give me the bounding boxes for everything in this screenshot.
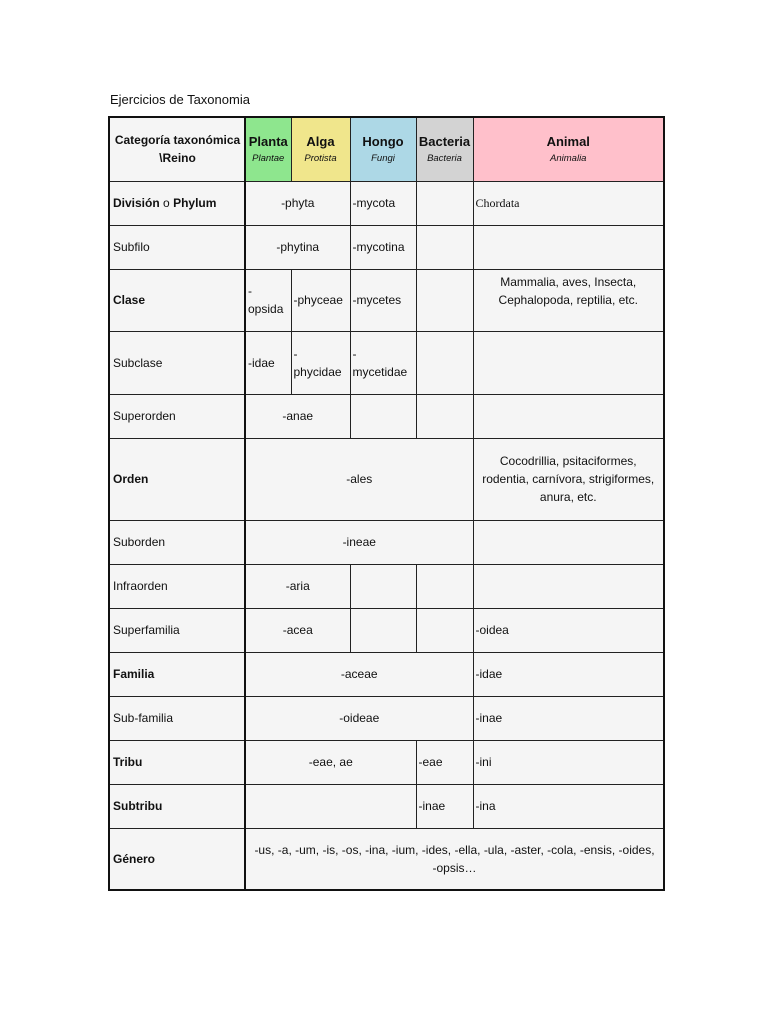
label-phylum: Phylum	[173, 196, 217, 210]
header-bacteria	[416, 117, 473, 181]
table-row-superfamilia	[109, 608, 664, 652]
table-row-familia	[109, 652, 664, 696]
cell-animal	[473, 331, 664, 394]
cell-animal: -ina	[473, 784, 664, 828]
cell-bacteria	[416, 225, 473, 269]
category-tribu: Tribu	[109, 740, 245, 784]
category-suborden: Suborden	[109, 520, 245, 564]
category-superorden: Superorden	[109, 394, 245, 438]
cell-hongo	[350, 394, 416, 438]
cell-animal: Chordata	[473, 181, 664, 225]
cell-planta-alga-hongo-bacteria: -ales	[245, 438, 473, 520]
cell-planta-alga: -phytina	[245, 225, 350, 269]
table-row-subfamilia	[109, 696, 664, 740]
kingdom-latin: Animalia	[550, 152, 587, 164]
cell-line: -	[352, 346, 357, 361]
cell-planta-alga: -phyta	[245, 181, 350, 225]
cell-planta-alga-hongo-bacteria: -aceae	[245, 652, 473, 696]
cell-planta-alga: -acea	[245, 608, 350, 652]
category-orden: Orden	[109, 438, 245, 520]
cell-animal	[473, 520, 664, 564]
category-genero: Género	[109, 828, 245, 890]
kingdom-name: Planta	[248, 134, 288, 150]
cell-bacteria	[416, 564, 473, 608]
kingdom-latin: Bacteria	[427, 152, 462, 164]
cell-planta-alga-hongo-bacteria: -ineae	[245, 520, 473, 564]
table-row-orden	[109, 438, 664, 520]
cell-line: phycidae	[293, 364, 342, 379]
kingdom-name: Hongo	[362, 134, 404, 150]
cell-planta: -idae	[245, 331, 291, 394]
cell-planta-alga: -anae	[245, 394, 350, 438]
kingdom-name: Alga	[306, 134, 335, 150]
category-division	[109, 181, 245, 225]
cell-line: -	[248, 284, 252, 298]
cell-bacteria: -inae	[416, 784, 473, 828]
cell-line: -	[293, 346, 298, 361]
category-subfamilia: Sub-familia	[109, 696, 245, 740]
kingdom-latin: Plantae	[252, 152, 285, 164]
cell-hongo	[350, 564, 416, 608]
header-hongo	[350, 117, 416, 181]
table-row-clase	[109, 269, 664, 331]
kingdom-latin: Fungi	[371, 152, 395, 164]
cell-animal: -idae	[473, 652, 664, 696]
cell-planta	[245, 269, 291, 331]
table-row-genero	[109, 828, 664, 890]
category-subtribu: Subtribu	[109, 784, 245, 828]
category-clase: Clase	[109, 269, 245, 331]
cell-animal: Cocodrillia, psitaciformes, rodentia, carnívora, strigiformes, anura, etc.	[473, 438, 664, 520]
kingdom-name: Animal	[546, 134, 590, 150]
table-row-suborden	[109, 520, 664, 564]
cell-bacteria	[416, 608, 473, 652]
cell-animal: -inae	[473, 696, 664, 740]
cell-bacteria	[416, 394, 473, 438]
kingdom-name: Bacteria	[418, 134, 471, 150]
cell-line: opsida	[248, 302, 284, 316]
cell-planta-alga: -aria	[245, 564, 350, 608]
header-animal	[473, 117, 664, 181]
table-row-subclase	[109, 331, 664, 394]
table-row-division	[109, 181, 664, 225]
cell-hongo: -mycota	[350, 181, 416, 225]
header-category: Categoría taxonómica \Reino	[109, 117, 245, 181]
cell-planta-alga-hongo: -eae, ae	[245, 740, 416, 784]
kingdom-latin: Protista	[304, 152, 337, 164]
cell-animal: -ini	[473, 740, 664, 784]
cell-line: mycetidae	[352, 364, 408, 379]
category-infraorden: Infraorden	[109, 564, 245, 608]
table-header-row	[109, 117, 664, 181]
cell-bacteria: -eae	[416, 740, 473, 784]
page-title: Ejercicios de Taxonomia	[110, 92, 250, 107]
cell-animal	[473, 564, 664, 608]
cell-hongo	[350, 331, 416, 394]
label-division: División	[113, 196, 160, 210]
cell-animal: Mammalia, aves, Insecta, Cephalopoda, reptilia, etc.	[473, 269, 664, 331]
taxonomy-table	[108, 116, 665, 891]
cell-animal	[473, 394, 664, 438]
cell-alga: -phyceae	[291, 269, 350, 331]
table-row-subfilo	[109, 225, 664, 269]
table-row-tribu	[109, 740, 664, 784]
cell-hongo: -mycetes	[350, 269, 416, 331]
table-row-infraorden	[109, 564, 664, 608]
category-familia: Familia	[109, 652, 245, 696]
cell-all-kingdoms: -us, -a, -um, -is, -os, -ina, -ium, -ides, -ella, -ula, -aster, -cola, -ensis, -oides, -opsis…	[245, 828, 664, 890]
cell-hongo	[350, 608, 416, 652]
header-alga	[291, 117, 350, 181]
table-row-superorden	[109, 394, 664, 438]
cell-animal	[473, 225, 664, 269]
category-subclase: Subclase	[109, 331, 245, 394]
cell-bacteria	[416, 331, 473, 394]
header-planta	[245, 117, 291, 181]
cell-planta-alga-hongo	[245, 784, 416, 828]
cell-bacteria	[416, 181, 473, 225]
cell-alga	[291, 331, 350, 394]
cell-animal: -oidea	[473, 608, 664, 652]
label-or: o	[163, 196, 170, 210]
category-subfilo: Subfilo	[109, 225, 245, 269]
cell-bacteria	[416, 269, 473, 331]
cell-planta-alga-hongo-bacteria: -oideae	[245, 696, 473, 740]
category-superfamilia: Superfamilia	[109, 608, 245, 652]
cell-hongo: -mycotina	[350, 225, 416, 269]
table-row-subtribu	[109, 784, 664, 828]
